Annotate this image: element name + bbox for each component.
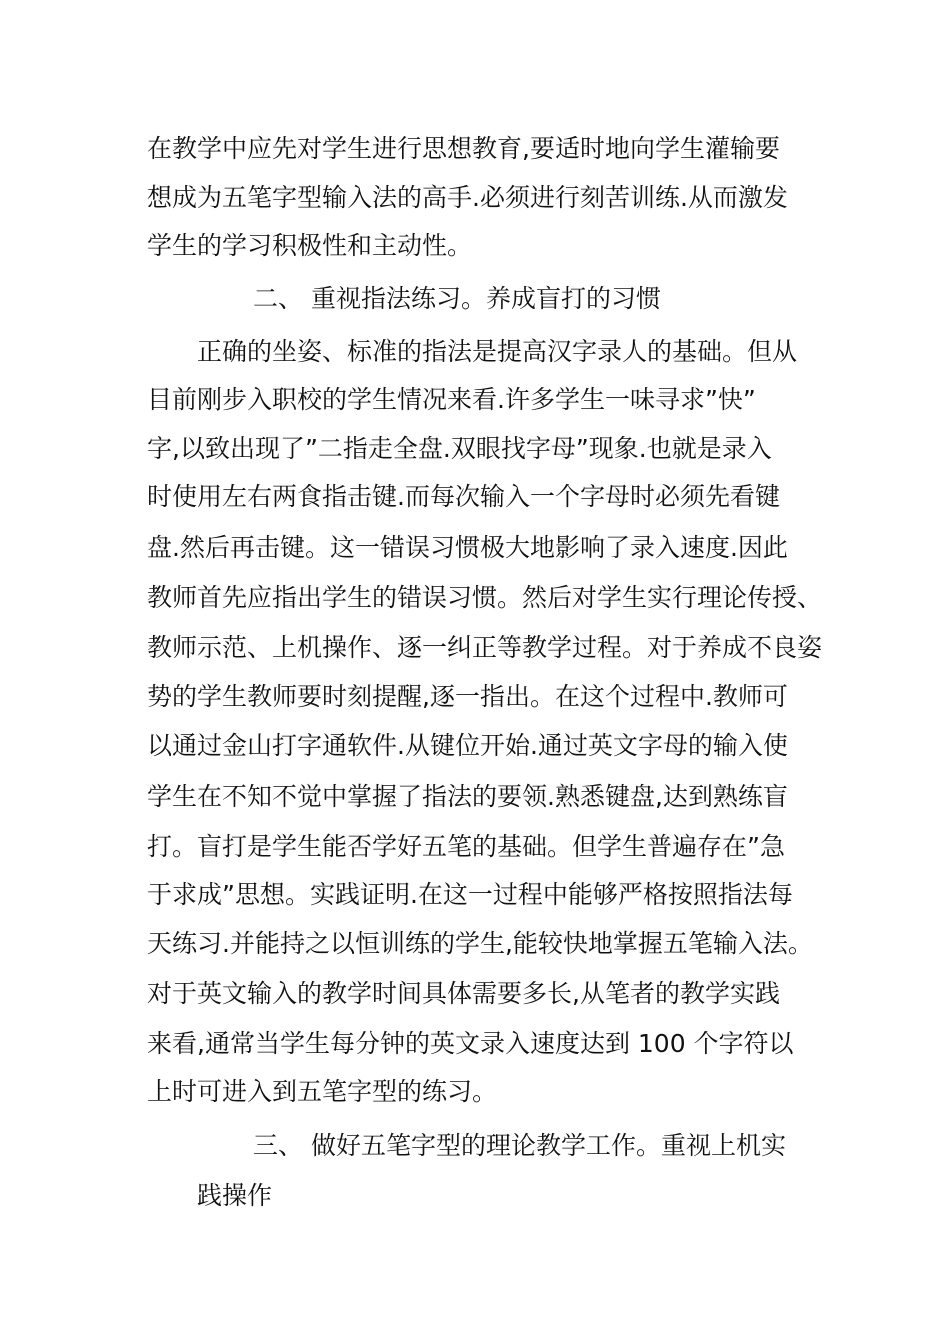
text-line: 想成为五笔字型输入法的高手.必须进行刻苦训练.从而激发 [147, 183, 788, 212]
text-line: 势的学生教师要时刻提醒,逐一指出。在这个过程中.教师可 [147, 682, 788, 711]
text-line: 字,以致出现了”二指走全盘.双眼找字母”现象.也就是录入 [147, 434, 772, 463]
section-heading: 二、 重视指法练习。养成盲打的习惯 [253, 284, 661, 313]
text-line: 学生在不知不觉中掌握了指法的要领.熟悉键盘,达到熟练盲 [147, 782, 788, 811]
text-line: 学生的学习积极性和主动性。 [147, 231, 473, 260]
text-line: 正确的坐姿、标准的指法是提高汉字录人的基础。但从 [197, 337, 798, 366]
text-line: 上时可进入到五笔字型的练习。 [147, 1077, 498, 1106]
text-line: 目前刚步入职校的学生情况来看.许多学生一味寻求”快” [147, 385, 756, 414]
text-line: 打。盲打是学生能否学好五笔的基础。但学生普遍存在”急 [147, 832, 785, 861]
text-line: 天练习.并能持之以恒训练的学生,能较快地掌握五笔输入法。 [147, 929, 813, 958]
text-line: 教师示范、上机操作、逐一纠正等教学过程。对于养成不良姿 [147, 633, 823, 662]
text-line: 于求成”思想。实践证明.在这一过程中能够严格按照指法每 [147, 880, 793, 909]
text-line: 盘.然后再击键。这一错误习惯极大地影响了录入速度.因此 [147, 533, 788, 562]
text-line: 来看,通常当学生每分钟的英文录入速度达到 100 个字符以 [147, 1029, 794, 1058]
text-line: 以通过金山打字通软件.从键位开始.通过英文字母的输入使 [147, 731, 788, 760]
text-line: 时使用左右两食指击键.而每次输入一个字母时必须先看键 [147, 482, 780, 511]
section-heading: 三、 做好五笔字型的理论教学工作。重视上机实 [253, 1131, 786, 1160]
text-line: 在教学中应先对学生进行思想教育,要适时地向学生灌输要 [147, 134, 780, 163]
text-line: 对于英文输入的教学时间具体需要多长,从笔者的教学实践 [147, 979, 780, 1008]
section-heading-continuation: 践操作 [197, 1181, 273, 1210]
text-line: 教师首先应指出学生的错误习惯。然后对学生实行理论传授、 [147, 583, 823, 612]
